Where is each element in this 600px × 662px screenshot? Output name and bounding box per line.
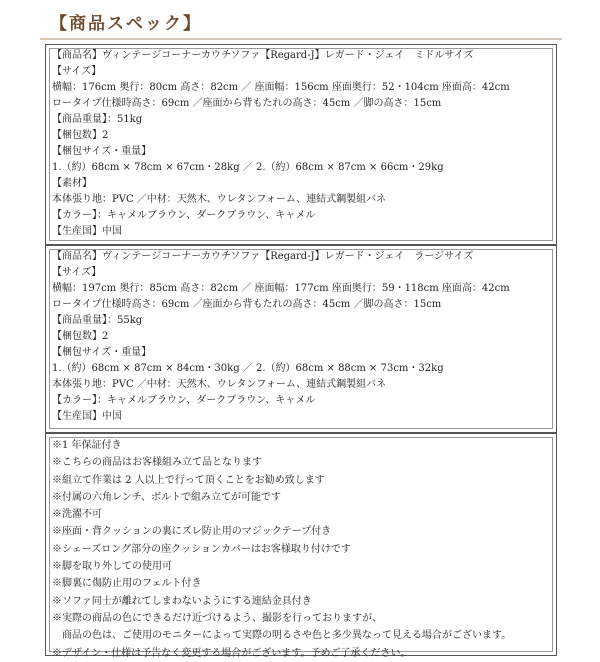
note-line: ※座面・背クッションの裏にズレ防止用のマジックテープ付き	[52, 526, 332, 538]
spec-line: 【梱包数】2	[52, 331, 109, 342]
note-line: ※脚を取り外しての使用可	[52, 561, 172, 573]
spec-line: 横幅：197cm 奥行：85cm 高さ：82cm ／ 座面幅：177cm 座面奥行：59・118cm 座面高：42cm	[52, 283, 510, 294]
spec-line: 【カラー】：キャメルブラウン、ダークブラウン、キャメル	[52, 395, 316, 406]
spec-line: 本体張り地：PVC ／中材：天然木、ウレタンフォーム、連結式鋼製組バネ	[52, 379, 387, 390]
heading-divider	[40, 38, 562, 40]
note-line: ※洗濯不可	[52, 509, 102, 521]
spec-line: 【生産国】中国	[52, 411, 122, 422]
spec-line: ロータイプ仕様時高さ：69cm ／座面から背もたれの高さ：45cm ／脚の高さ：15cm	[52, 299, 442, 310]
note-line: ※ソファ同士が離れてしまわないようにする連結金具付き	[52, 595, 312, 607]
note-line: ※組立て作業は 2 人以上で行って頂くことをお勧め致します	[52, 474, 325, 486]
spec-line: 【素材】	[52, 178, 92, 189]
spec-lines	[52, 249, 552, 425]
note-line: 商品の色は、ご使用のモニターによって実際の明るさや色と多少異なって見える場合がございます。	[52, 630, 512, 642]
spec-line: 【梱包サイズ・重量】	[52, 146, 152, 157]
spec-line: 【梱包サイズ・重量】	[52, 347, 152, 358]
notes-lines	[52, 437, 552, 662]
note-line: ※実際の商品の色にできるだけ近づけるよう、撮影を行っておりますが、	[52, 612, 382, 624]
note-line: ※こちらの商品はお客様組み立て品となります	[52, 457, 262, 469]
spec-line: 【カラー】：キャメルブラウン、ダークブラウン、キャメル	[52, 210, 316, 221]
spec-line: 1.（約）68cm × 87cm × 84cm・30kg ／ 2.（約）68cm × 88cm × 73cm・32kg	[52, 363, 444, 374]
note-line: ※デザイン・仕様は予告なく変更する場合がございます。予めご了承ください。	[52, 647, 411, 659]
spec-line: 【商品重量】：55kg	[52, 315, 143, 326]
note-line: ※脚裏に傷防止用のフェルト付き	[52, 578, 202, 590]
note-line: ※シェーズロング部分の座クッションカバーはお客様取り付けです	[52, 543, 351, 555]
spec-line: 【サイズ】	[52, 267, 102, 278]
notes-box	[45, 433, 557, 659]
spec-line: 【梱包数】2	[52, 130, 109, 141]
spec-line: 【生産国】中国	[52, 226, 122, 237]
spec-line: 【商品名】ヴィンテージコーナーカウチソファ【Regard-J】レガード・ジェイ ミドルサイズ	[52, 50, 474, 61]
spec-line: 横幅：176cm 奥行：80cm 高さ：82cm ／ 座面幅：156cm 座面奥行：52・104cm 座面高：42cm	[52, 82, 510, 93]
spec-line: 【商品名】ヴィンテージコーナーカウチソファ【Regard-J】レガード・ジェイ ラージサイズ	[52, 251, 474, 262]
spec-line: 本体張り地：PVC ／中材：天然木、ウレタンフォーム、連結式鋼製組バネ	[52, 194, 387, 205]
spec-table-large-size	[45, 245, 557, 433]
spec-table-middle-size	[45, 44, 557, 245]
spec-line: 1.（約）68cm × 78cm × 67cm・28kg ／ 2.（約）68cm × 87cm × 66cm・29kg	[52, 162, 444, 173]
spec-line: 【商品重量】：51kg	[52, 114, 143, 125]
note-line: ※付属の六角レンチ、ボルトで組み立てが可能です	[52, 491, 282, 503]
spec-line: 【サイズ】	[52, 66, 102, 77]
spec-line: ロータイプ仕様時高さ：69cm ／座面から背もたれの高さ：45cm ／脚の高さ：15cm	[52, 98, 442, 109]
note-line: ※1 年保証付き	[52, 440, 122, 451]
spec-heading: 【商品スペック】	[50, 14, 202, 34]
spec-lines	[52, 48, 552, 240]
